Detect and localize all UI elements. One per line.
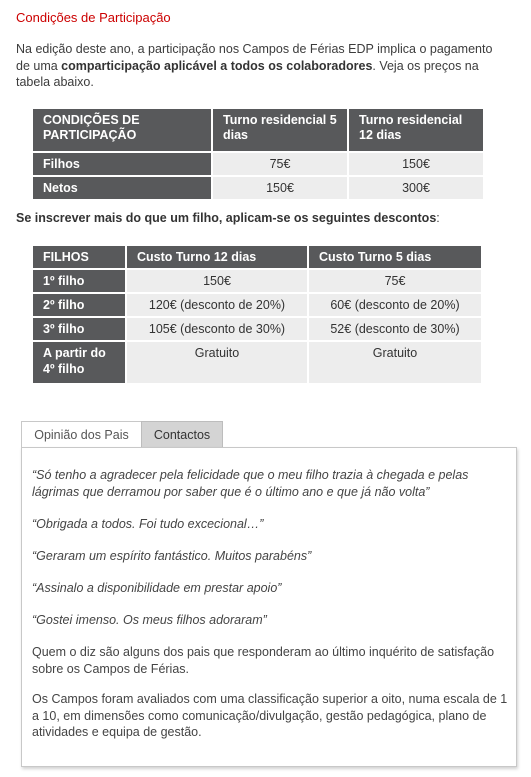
table-row <box>33 294 481 316</box>
survey-paragraph: Quem o diz são alguns dos pais que responderam ao último inquérito de satisfação sobre os Campos de Férias. <box>32 645 495 676</box>
table-row <box>33 318 481 340</box>
price-cell: 60€ (desconto de 20%) <box>309 294 481 316</box>
tab-contacts[interactable]: Contactos <box>141 421 223 448</box>
subtitle-bold: Se inscrever mais do que um filho, aplicam-se os seguintes descontos <box>16 211 437 225</box>
table-row <box>33 177 483 199</box>
header-children: FILHOS <box>33 246 125 268</box>
price-cell: 75€ <box>213 153 347 175</box>
table-header-row <box>33 246 481 268</box>
subtitle-tail: : <box>436 211 440 225</box>
price-cell: 150€ <box>213 177 347 199</box>
discount-table <box>31 244 483 385</box>
price-cell: Gratuito <box>127 342 307 383</box>
quote-5: “Gostei imenso. Os meus filhos adoraram” <box>32 613 267 627</box>
price-cell: 150€ <box>349 153 483 175</box>
evaluation-paragraph: Os Campos foram avaliados com uma classificação superior a oito, numa escala de 1 a 10, em dimensões como comunicação/divulgação, gestão pedagógica, plano de atividades e equipa de gestão. <box>32 692 508 739</box>
page-title: Condições de Participação <box>16 10 171 25</box>
header-12-days: Turno residencial 12 dias <box>349 109 483 151</box>
quote-4: “Assinalo a disponibilidade em prestar apoio” <box>32 581 282 595</box>
table-row <box>33 153 483 175</box>
intro-part1: Na edição deste ano, a participação nos Campos de Férias EDP implica o pagamento de uma <box>16 42 493 73</box>
intro-text <box>16 41 508 91</box>
quote-2: “Obrigada a todos. Foi tudo excecional…” <box>32 517 264 531</box>
header-12-days-cost: Custo Turno 12 dias <box>127 246 307 268</box>
price-cell: 105€ (desconto de 30%) <box>127 318 307 340</box>
intro-part2: . Veja os preços na tabela abaixo. <box>16 58 479 89</box>
price-cell: 75€ <box>309 270 481 292</box>
table-row <box>33 342 481 383</box>
participation-table <box>31 107 485 201</box>
row-label: 2º filho <box>33 294 125 316</box>
row-label: 3º filho <box>33 318 125 340</box>
tab-panel-parents-opinion <box>21 447 517 767</box>
row-label: Netos <box>33 177 211 199</box>
discount-subtitle <box>16 211 440 225</box>
quote-3: “Geraram um espírito fantástico. Muitos parabéns” <box>32 549 312 563</box>
header-5-days-cost: Custo Turno 5 dias <box>309 246 481 268</box>
price-cell: 120€ (desconto de 20%) <box>127 294 307 316</box>
header-5-days: Turno residencial 5 dias <box>213 109 347 151</box>
row-label: A partir do 4º filho <box>33 342 125 383</box>
header-conditions: CONDIÇÕES DE PARTICIPAÇÃO <box>33 109 211 151</box>
price-cell: 150€ <box>127 270 307 292</box>
tab-parents-opinion[interactable]: Opinião dos Pais <box>21 421 142 448</box>
intro-bold: comparticipação aplicável a todos os colaboradores <box>61 58 373 73</box>
row-label: 1º filho <box>33 270 125 292</box>
price-cell: 52€ (desconto de 30%) <box>309 318 481 340</box>
table-row <box>33 270 481 292</box>
table-header-row <box>33 109 483 151</box>
price-cell: 300€ <box>349 177 483 199</box>
price-cell: Gratuito <box>309 342 481 383</box>
quote-1: “Só tenho a agradecer pela felicidade que o meu filho trazia à chegada e pelas lágrimas que derramou por saber que é o último ano e que já não volta” <box>32 468 469 499</box>
row-label: Filhos <box>33 153 211 175</box>
